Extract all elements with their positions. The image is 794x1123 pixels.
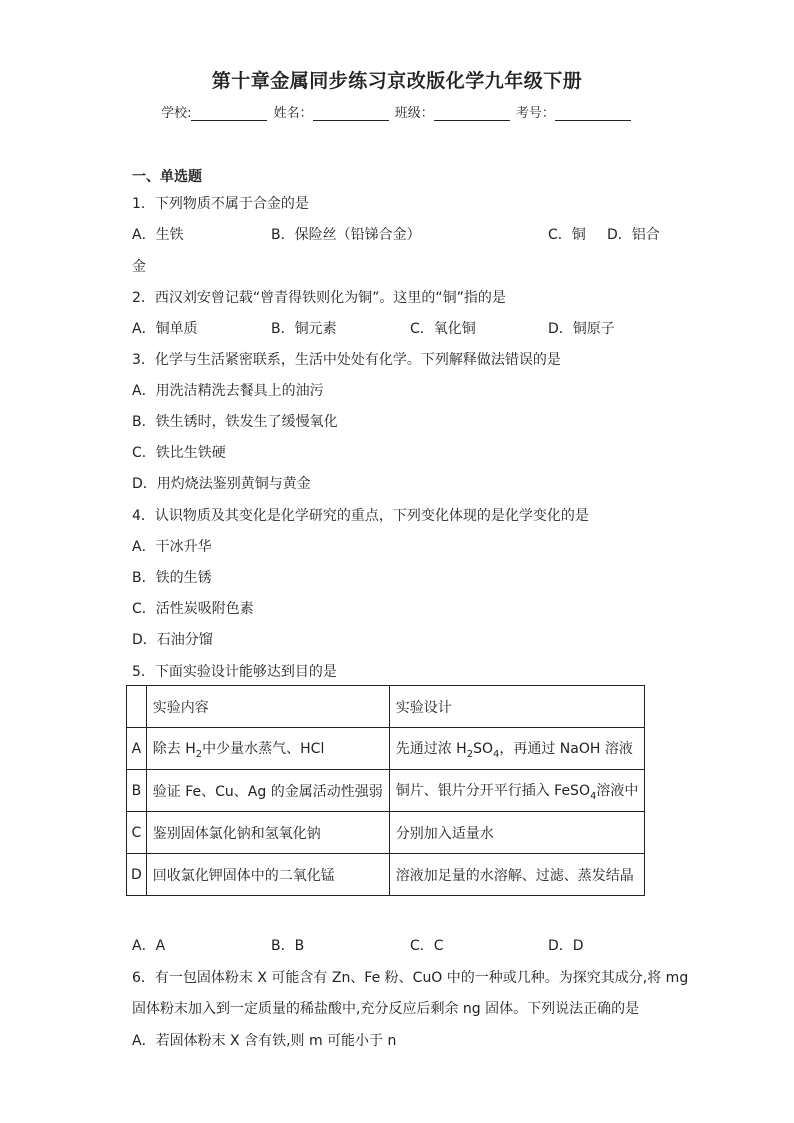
question-6-option-a[interactable]: A．若固体粉末 X 含有铁,则 m 可能小于 n — [132, 1033, 397, 1049]
experiment-table — [126, 685, 645, 896]
number-label: 考号： — [515, 106, 555, 121]
table-cell-content: 回收氯化钾固体中的二氧化锰 — [146, 854, 389, 896]
question-5-option-d[interactable]: D．D — [548, 938, 584, 954]
question-5-option-b[interactable]: B．B — [271, 938, 305, 954]
question-1-option-c[interactable]: C．铜 — [548, 227, 586, 243]
question-4-option-a[interactable]: A．干冰升华 — [132, 539, 212, 555]
question-5-option-a[interactable]: A．A — [132, 938, 166, 954]
table-cell-content: 验证 Fe、Cu、Ag 的金属活动性强弱 — [146, 770, 389, 812]
table-cell-design: 溶液加足量的水溶解、过滤、蒸发结晶 — [389, 854, 645, 896]
question-2-option-b[interactable]: B．铜元素 — [271, 321, 337, 337]
table-row — [127, 728, 645, 770]
question-1-option-d[interactable]: D．铝合 — [607, 227, 660, 243]
question-1-option-d-wrap: 金 — [132, 259, 146, 275]
table-row — [127, 770, 645, 812]
question-4-option-d[interactable]: D．石油分馏 — [132, 632, 213, 648]
question-1-stem: 1．下列物质不属于合金的是 — [132, 196, 309, 212]
number-blank[interactable] — [555, 108, 631, 121]
table-cell-content: 鉴别固体氯化钠和氢氧化钠 — [146, 812, 389, 854]
question-5-stem: 5．下面实验设计能够达到目的是 — [132, 664, 337, 680]
table-row — [127, 854, 645, 896]
row-label: B — [127, 770, 147, 812]
question-2-option-c[interactable]: C．氧化铜 — [410, 321, 476, 337]
table-header-cell — [127, 686, 147, 728]
row-label: A — [127, 728, 147, 770]
table-cell-content: 除去 $H_2$中少量水蒸气、HCl — [146, 728, 389, 770]
question-5-option-c[interactable]: C．C — [410, 938, 444, 954]
section-title: 一、单选题 — [132, 169, 202, 185]
table-cell-design: 先通过浓 $H_2SO_4$，再通过 NaOH 溶液 — [389, 728, 645, 770]
table-header-row — [127, 686, 645, 728]
question-2-option-d[interactable]: D．铜原子 — [548, 321, 615, 337]
question-4-option-b[interactable]: B．铁的生锈 — [132, 570, 212, 586]
name-label: 姓名： — [273, 106, 313, 121]
row-label: C — [127, 812, 147, 854]
class-label: 班级： — [394, 106, 434, 121]
table-header-cell: 实验内容 — [146, 686, 389, 728]
name-blank[interactable] — [313, 108, 389, 121]
question-4-option-c[interactable]: C．活性炭吸附色素 — [132, 601, 254, 617]
question-1-option-b[interactable]: B．保险丝（铅锑合金） — [271, 227, 421, 243]
table-row — [127, 812, 645, 854]
question-4-stem: 4．认识物质及其变化是化学研究的重点，下列变化体现的是化学变化的是 — [132, 508, 589, 524]
question-2-option-a[interactable]: A．铜单质 — [132, 321, 198, 337]
class-blank[interactable] — [434, 108, 510, 121]
student-info-line — [0, 102, 794, 121]
table-header-cell: 实验设计 — [389, 686, 645, 728]
question-1-option-a[interactable]: A．生铁 — [132, 227, 184, 243]
question-2-stem: 2．西汉刘安曾记载“曾青得铁则化为铜”。这里的“铜”指的是 — [132, 290, 506, 306]
school-label: 学校: — [161, 106, 192, 121]
question-3-option-a[interactable]: A．用洗洁精洗去餐具上的油污 — [132, 383, 324, 399]
question-6-stem-line-1: 6．有一包固体粉末 X 可能含有 Zn、Fe 粉、CuO 中的一种或几种。为探究其成分,将 mg — [132, 970, 689, 986]
school-blank[interactable] — [191, 108, 267, 121]
table-cell-design: 分别加入适量水 — [389, 812, 645, 854]
question-3-option-c[interactable]: C．铁比生铁硬 — [132, 445, 226, 461]
question-3-stem: 3．化学与生活紧密联系，生活中处处有化学。下列解释做法错误的是 — [132, 352, 561, 368]
question-6-stem-line-2: 固体粉末加入到一定质量的稀盐酸中,充分反应后剩余 ng 固体。下列说法正确的是 — [132, 1001, 640, 1017]
question-3-option-b[interactable]: B．铁生锈时，铁发生了缓慢氧化 — [132, 414, 338, 430]
table-cell-design: 铜片、银片分开平行插入 FeSO$_4$溶液中 — [389, 770, 645, 812]
page-title: 第十章金属同步练习京改版化学九年级下册 — [211, 70, 583, 92]
row-label: D — [127, 854, 147, 896]
question-3-option-d[interactable]: D．用灼烧法鉴别黄铜与黄金 — [132, 476, 311, 492]
